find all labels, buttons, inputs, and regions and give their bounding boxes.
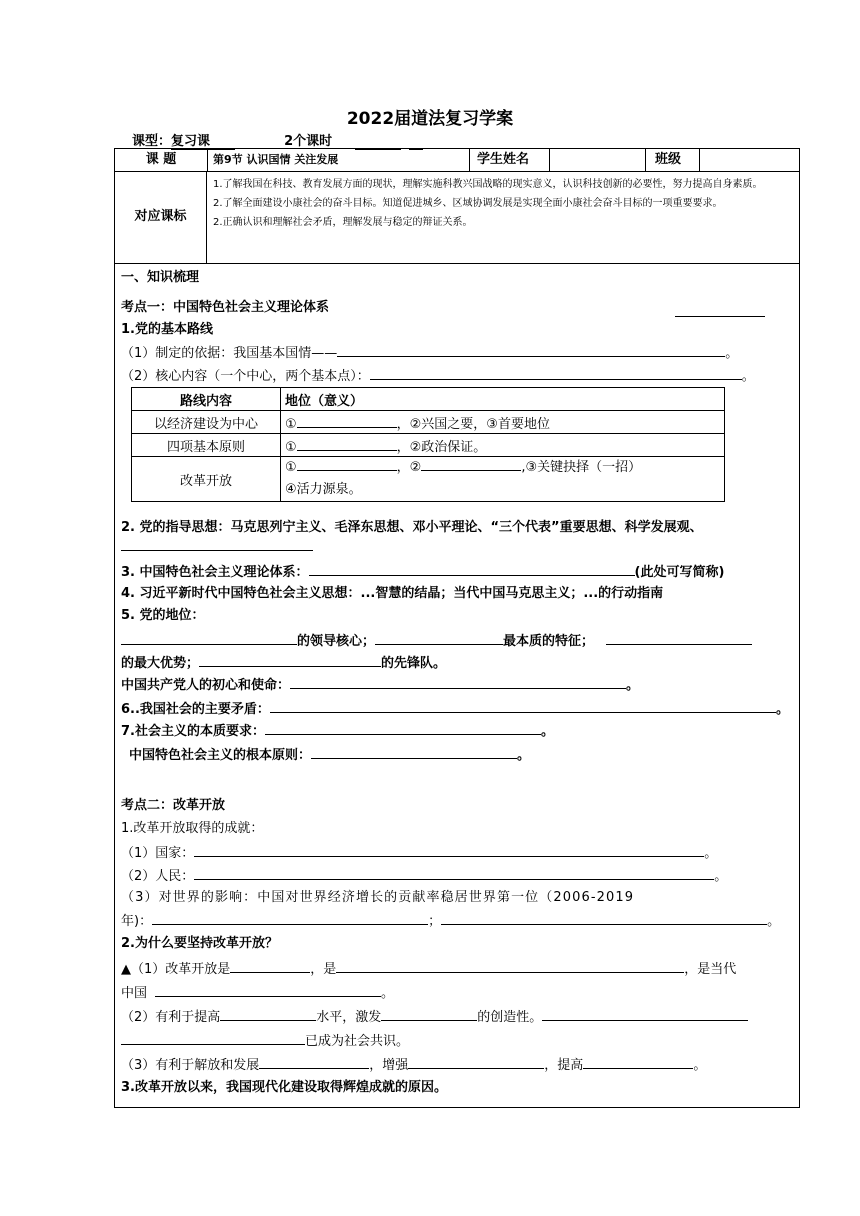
blank[interactable] [199,653,381,667]
lesson-meta [132,130,423,150]
blank[interactable] [381,1007,477,1021]
student-name-label: 学生姓名 [477,152,530,167]
l4: 2. 党的指导思想：马克思列宁主义、毛泽东思想、邓小平理论、“三个代表”重要思想、科学发展观、 [121,520,703,535]
curriculum-standards [115,171,799,264]
route-header-content: 路线内容 [132,388,281,411]
l8: 的领导核心； 最本质的特征； [121,631,752,651]
l15: （1）国家： 。 [121,843,717,863]
blank[interactable] [265,721,541,735]
l18: 年)： ； 。 [121,911,780,931]
blank[interactable] [311,745,517,759]
l12: 7.社会主义的本质要求： 。 [121,721,554,741]
class-field[interactable] [701,149,797,171]
standard-item: 2.了解全面建设小康社会的奋斗目标。知道促进城乡、区域协调发展是实现全面小康社会奋斗目标的一项重要要求。 [213,198,723,209]
l19: 2.为什么要坚持改革开放？ [121,936,278,951]
blank[interactable] [297,437,397,451]
lesson-hours: 2个课时 [284,134,333,149]
route-row-reform: 改革开放 [132,457,281,502]
route-row-principles: 四项基本原则 [132,434,281,457]
class-label: 班级 [655,152,682,167]
l24: （3）有利于解放和发展 ，增强 ，提高 。 [121,1055,706,1075]
route-row-economy: 以经济建设为中心 [132,411,281,434]
l9: 的最大优势； 的先锋队。 [121,653,446,673]
blank[interactable] [337,343,725,357]
blank[interactable] [121,631,297,645]
blank[interactable] [542,1007,748,1021]
blank[interactable] [375,631,503,645]
l21: 中国 。 [121,983,394,1003]
lesson-type-value: 复习课 [171,130,235,150]
l6: 4. 习近平新时代中国特色社会主义思想：...智慧的结晶；当代中国马克思主义；...的行动指南 [121,586,664,601]
blank[interactable] [155,983,381,997]
standards-list [213,175,795,232]
l14: 1.改革开放取得的成就： [121,821,264,836]
blank[interactable] [297,457,397,471]
l23: 已成为社会共识。 [121,1031,409,1051]
l13: 中国特色社会主义的根本原则： 。 [129,745,530,765]
document-title: 2022届道法复习学案 [346,109,514,129]
kp2-heading: 考点二：改革开放 [121,798,226,813]
blank[interactable] [290,675,626,689]
blank[interactable] [421,457,521,471]
blank[interactable] [270,699,776,713]
blank[interactable] [441,911,767,925]
lesson-type-label: 课型： [132,134,172,149]
l2: （1）制定的依据：我国基本国情—— 。 [121,343,738,363]
l25: 3.改革开放以来，我国现代化建设取得辉煌成就的原因。 [121,1080,447,1095]
l7: 5. 党的地位： [121,608,205,623]
blank[interactable] [408,1055,544,1069]
l3: （2）核心内容（一个中心，两个基本点）： 。 [121,366,755,386]
l20: ▲（1）改革开放是 ，是 ，是当代 [121,959,736,979]
header-row [115,149,799,172]
l22: （2）有利于提高 水平，激发 的创造性。 [121,1007,748,1027]
l10: 中国共产党人的初心和使命： 。 [121,675,639,695]
blank[interactable] [297,414,397,428]
blank[interactable] [583,1055,693,1069]
student-name-field[interactable] [551,149,645,171]
blank[interactable] [220,1007,316,1021]
blank[interactable] [230,959,310,973]
route-row-reform-value: ① ，② ,③关键抉择（一招） ④活力源泉。 [281,457,725,502]
route-header-status: 地位（意义） [281,388,725,411]
topic-label: 课 题 [145,152,177,167]
standards-label: 对应课标 [115,171,207,263]
blank[interactable] [152,911,428,925]
l11: 6..我国社会的主要矛盾： 。 [121,699,789,719]
kp1-heading: 考点一：中国特色社会主义理论体系 [121,300,330,315]
route-row-economy-value: ① ，②兴国之要，③首要地位 [281,411,725,434]
blank[interactable] [259,1055,369,1069]
standard-item: 2.正确认识和理解社会矛盾，理解发展与稳定的辩证关系。 [213,217,473,228]
standard-item: 1.了解我国在科技、教育发展方面的现状，理解实施科教兴国战略的现实意义，认识科技创新的必要性，努力提高自身素质。 [213,179,763,190]
route-table [131,387,725,502]
l1: 1.党的基本路线 [121,322,213,337]
l16: （2）人民： 。 [121,866,727,886]
blank[interactable] [606,631,752,645]
topic-value: 第9节 认识国情 关注发展 [213,153,339,166]
blank[interactable] [194,866,714,880]
kp1-blank[interactable] [675,303,765,317]
section-heading: 一、知识梳理 [121,270,200,285]
worksheet-frame [114,148,800,1108]
l5: 3. 中国特色社会主义理论体系： (此处可写简称) [121,562,724,582]
route-row-principles-value: ① ，②政治保证。 [281,434,725,457]
blank[interactable] [309,562,635,576]
blank[interactable] [194,843,704,857]
blank[interactable] [121,537,313,551]
l17: （3）对世界的影响：中国对世界经济增长的贡献率稳居世界第一位（2006-2019 [121,890,635,905]
blank[interactable] [370,366,742,380]
blank[interactable] [121,1031,305,1045]
blank[interactable] [336,959,684,973]
